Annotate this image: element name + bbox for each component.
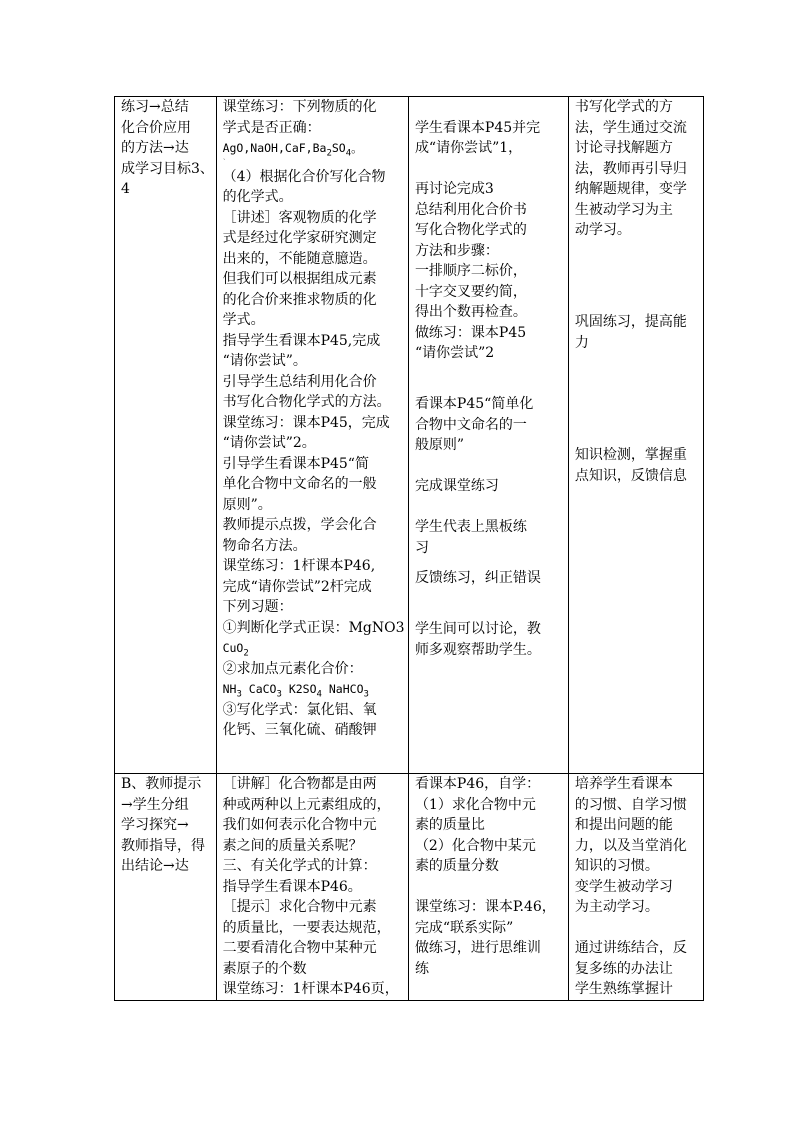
text-line: 变学生被动学习 [574, 878, 673, 895]
text-line: 得出个数再检查。 [414, 304, 527, 320]
text-line: 化钙、三氧化硫、硝酸钾 [222, 722, 377, 738]
text-line: 讨论寻找解题方 [574, 140, 673, 156]
text-line: “请你尝试”2。 [222, 435, 316, 451]
text-line: 完成课堂练习 [414, 478, 499, 494]
text-line: 但我们可以根据组成元素 [222, 271, 377, 287]
text-line: 合物中文命名的一 [414, 416, 527, 433]
text-line: 三、有关化学式的计算： [222, 858, 377, 874]
text-line: 练 [414, 960, 429, 977]
text-line: 式是经过化学家研究测定 [222, 230, 377, 246]
spacer [575, 374, 703, 395]
text-line: 点知识，反馈信息 [574, 467, 687, 484]
text-line: 学生熟练掌握计 [574, 981, 673, 997]
text-line: “请你尝试”。 [222, 353, 307, 369]
text-line: 师多观察帮助学生。 [414, 641, 541, 658]
text-line: 我们如何表示化合物中元 [222, 817, 377, 833]
spacer [575, 435, 703, 445]
text-line: 素的质量比 [414, 817, 485, 833]
text-line: 下列习题： [222, 599, 293, 615]
spacer [415, 589, 568, 610]
stage-line: B、教师提示 [121, 776, 202, 792]
student-activity-cell [408, 774, 568, 1001]
text-line: 学生看课本P45并完 [414, 119, 541, 136]
spacer [575, 353, 703, 374]
spacer [415, 97, 568, 118]
text-line: 看课本P46，自学： [414, 776, 541, 792]
text-line: 学生代表上黑板练 [414, 519, 527, 535]
spacer [575, 918, 703, 939]
stage-line: 练习→总结 [121, 99, 189, 115]
text-line: 般原则” [414, 437, 465, 453]
design-intent-cell [568, 97, 703, 774]
spacer [415, 364, 568, 385]
text-line: 做练习：课本P45 [414, 324, 527, 341]
text-line: 书写化合物化学式的方法。 [222, 394, 391, 410]
text-line: 法，教师再引导归 [574, 160, 687, 177]
text-line: 的质量比，一要表达规范， [222, 919, 391, 936]
formula-line: $NH_3$ CaCO$_3$ $K2SO_4$ NaHCO$_3$ [222, 682, 369, 700]
text-line: 课堂练习：下列物质的化 [222, 99, 377, 115]
text-line: 一排顺序二标价， [414, 263, 527, 279]
stage-line: 出结论→达 [121, 858, 189, 874]
text-line: 种或两种以上元素组成的， [222, 796, 391, 813]
spacer [415, 877, 568, 898]
spacer [575, 241, 703, 262]
text-line: 指导学生看课本P46。 [222, 878, 362, 895]
text-line: 成“请你尝试”1， [414, 140, 523, 156]
text-line: 写化合物化学式的 [414, 222, 527, 238]
text-line: 巩固练习，提高能 [574, 314, 687, 330]
spacer [575, 261, 703, 282]
text-line: 二要看清化合物中某种元 [222, 940, 377, 956]
text-line: 看课本P45“简单化 [414, 396, 534, 412]
text-line: 生被动学习为主 [574, 201, 673, 218]
spacer [575, 282, 703, 303]
text-line: 素原子的个数 [222, 960, 307, 977]
text-line: 方法和步骤： [414, 242, 499, 259]
text-line: 十字交叉要约简， [414, 283, 527, 300]
stage-cell [115, 774, 217, 1001]
stage-line: 4 [121, 181, 130, 197]
text-line: 和提出问题的能 [574, 817, 673, 833]
text-line: 动学习。 [574, 222, 631, 238]
text-line: ②求加点元素化合价： [222, 660, 363, 677]
text-line: 复多练的办法让 [574, 960, 673, 977]
stage-line: 的方法→达 [121, 140, 189, 156]
spacer [575, 415, 703, 436]
text-line: ［讲解］化合物都是由两 [222, 776, 377, 792]
spacer [415, 558, 568, 568]
text-line: 引导学生总结利用化合价 [222, 373, 377, 390]
stage-line: 成学习目标3、 [121, 160, 214, 177]
table-row [115, 97, 704, 774]
stage-line: 学习探究→ [121, 817, 189, 833]
stage-line: 教师指导，得 [121, 837, 205, 854]
text-line: 课堂练习：1杆课本P46, [222, 558, 376, 574]
teacher-activity-cell [216, 97, 408, 774]
teacher-activity-cell [216, 774, 408, 1001]
formula-line: $AgO,NaOH,CaF,Ba_2SO_4$。 [222, 141, 363, 159]
text-line: 的化合价来推求物质的化 [222, 291, 377, 308]
formula-line: CuO$_2$ [222, 641, 249, 659]
design-intent-cell [568, 774, 703, 1001]
text-line: 的化学式。 [222, 189, 293, 205]
text-line: （1）求化合物中元 [414, 796, 536, 813]
text-line: 为主动学习。 [574, 899, 659, 915]
text-line: 物命名方法。 [222, 537, 307, 554]
spacer [415, 609, 568, 619]
lesson-plan-table [114, 96, 704, 1001]
text-line: 课堂练习：课本P45，完成 [222, 414, 390, 431]
text-line: 指导学生看课本P45,完成 [222, 332, 381, 349]
text-line: 反馈练习，纠正错误 [414, 570, 541, 586]
text-line: 课堂练习：1杆课本P46页， [222, 981, 399, 997]
text-line: 素之间的质量关系呢？ [222, 837, 363, 854]
text-line: 课堂练习：课本P.46， [414, 899, 556, 915]
text-line: 学式。 [222, 312, 265, 328]
text-line: 单化合物中文命名的一般 [222, 476, 377, 492]
text-line: 学生间可以讨论，教 [414, 621, 541, 637]
text-line: “请你尝试”2 [414, 345, 495, 361]
text-line: （4）根据化合价写化合物 [222, 168, 386, 185]
spacer [415, 384, 568, 394]
text-line: 出来的，不能随意臆造。 [222, 250, 377, 267]
text-line: ③写化学式：氯化铝、氧 [222, 701, 377, 718]
text-line: 习 [414, 539, 429, 556]
stray-mark: ` [222, 157, 227, 167]
text-line: ［讲述］客观物质的化学 [222, 209, 377, 226]
table-row [115, 774, 704, 1001]
spacer [575, 302, 703, 312]
text-line: ［提示］求化合物中元素 [222, 899, 377, 915]
text-line: （2）化合物中某元 [414, 837, 536, 854]
text-line: 通过讲练结合，反 [574, 940, 687, 956]
text-line: 学式是否正确： [222, 119, 321, 136]
text-line: 完成“请你尝试”2杆完成 [222, 578, 372, 595]
spacer [415, 159, 568, 180]
text-line: ①判断化学式正误：MgNO3 [222, 619, 405, 636]
stage-line: 化合价应用 [121, 119, 191, 136]
text-line: 完成“联系实际” [414, 919, 514, 936]
spacer [415, 456, 568, 477]
text-line: 原则”。 [222, 496, 272, 513]
text-line: 纳解题规律，变学 [574, 181, 687, 197]
student-activity-cell [408, 97, 568, 774]
text-line: 教师提示点拨，学会化合 [222, 517, 377, 533]
spacer [415, 497, 568, 518]
text-line: 的习惯、自学习惯 [574, 796, 687, 813]
text-line: 引导学生看课本P45“简 [222, 455, 369, 472]
stage-line: →学生分组 [121, 796, 189, 813]
text-line: 知识检测，掌握重 [574, 447, 687, 463]
text-line: 知识的习惯。 [574, 858, 659, 874]
text-line: 培养学生看课本 [574, 776, 673, 792]
text-line: 做练习，进行思维训 [414, 940, 541, 956]
text-line: 书写化学式的方 [574, 99, 673, 115]
text-line: 力 [574, 334, 589, 351]
text-line: 总结利用化合价书 [414, 201, 527, 218]
stage-cell [115, 97, 217, 774]
text-line: 力，以及当堂消化 [574, 837, 687, 854]
spacer [575, 394, 703, 415]
text-line: 素的质量分数 [414, 858, 499, 874]
text-line: 法，学生通过交流 [574, 119, 687, 136]
text-line: 再讨论完成3 [414, 181, 494, 197]
